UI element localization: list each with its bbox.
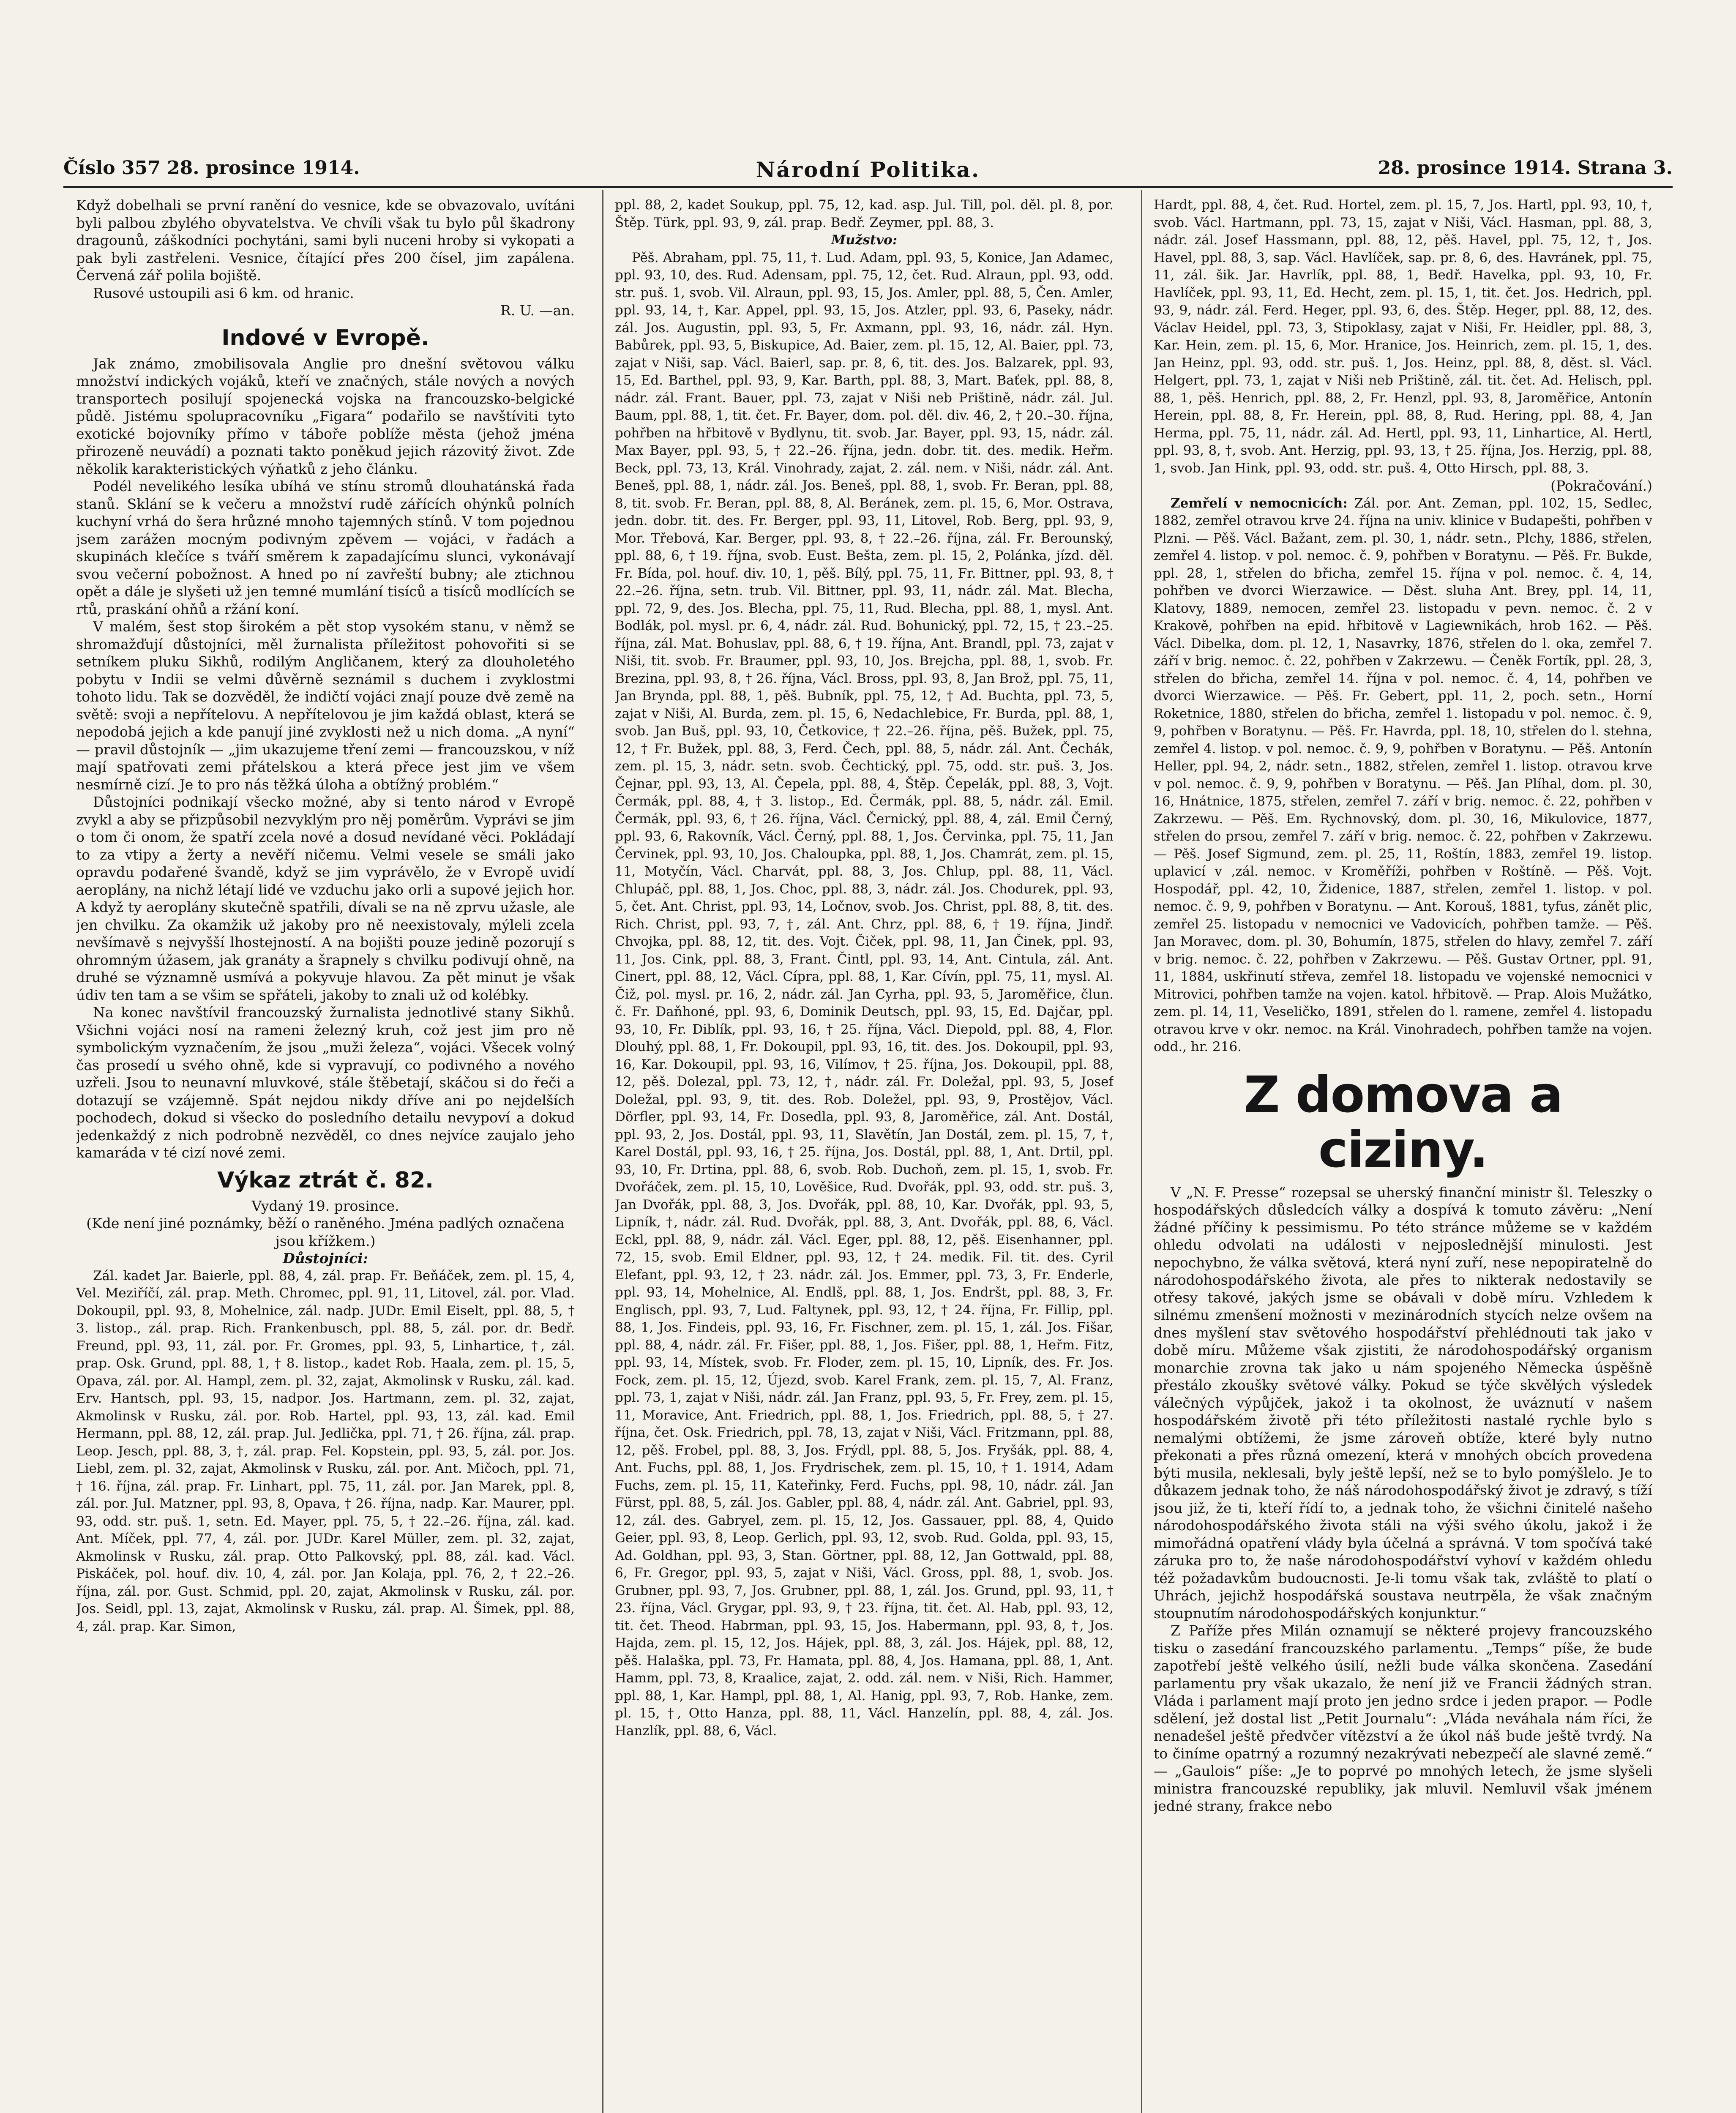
section-died-in-hospitals: Zemřelí v nemocnicích:	[1171, 495, 1348, 511]
article-signature: R. U. —an.	[500, 302, 575, 319]
paragraph: Podél nevelikého lesíka ubíhá ve stínu stromů dlouhatánská řada stanů. Sklání se k večeru a množství rudě zářících ohýnků polních kuchyní vrhá do šera hrůzné mnoho tajemných stínů. V tom pojednou jsem zarážen mocným podivným zpěvem — vojáci, v řadách a skupinách klečíce s tváří směrem k zapadajícímu slunci, vykonávají svou večerní pobožnost. A hned po ní zavřeští bubny; ale ztichnou opět a dále je slyšeti už jen temné mumlání tisíců a tisíců modlících se rtů, praskání ohňů a ržání koní.	[76, 478, 575, 617]
column-3	[1154, 197, 1652, 2113]
soldier-list: Pěš. Abraham, ppl. 75, 11, †. Lud. Adam, ppl. 93, 5, Konice, Jan Adamec, ppl. 93, 10, des. Rud. Adensam, ppl. 75, 12, čet. Rud. Alraun, ppl. 93, odd. str. puš. 1, svob. Vil. Alraun, ppl. 93, 15, Jos. Amler, ppl. 88, 5, Čen. Amler, ppl. 93, 14, †, Kar. Appel, ppl. 93, 15, Jos. Atzler, ppl. 93, 6, Paseky, nádr. zál. Jos. Augustin, ppl. 93, 5, Fr. Axmann, ppl. 93, 16, nádr. zál. Hyn. Babůrek, ppl. 93, 5, Biskupice, Ad. Baier, zem. pl. 15, 12, Al. Baier, ppl. 73, zajat v Niši, sap. Václ. Baierl, sap. pr. 8, 6, tit. des. Jos. Balzarek, ppl. 93, 15, Ed. Barthel, ppl. 93, 9, Kar. Barth, ppl. 88, 3, Mart. Baťek, ppl. 88, 8, nádr. zál. Frant. Bauer, ppl. 73, zajat v Niši neb Prištině, nádr. zál. Jul. Baum, ppl. 88, 1, tit. čet. Fr. Bayer, dom. pol. děl. div. 46, 2, † 20.–30. října, pohřben na hřbitově v Bydlynu, tit. svob. Jar. Bayer, ppl. 93, 15, nádr. zál. Max Bayer, ppl. 93, 5, † 22.–26. října, jedn. dobr. tit. des. medik. Heřm. Beck, ppl. 73, 13, Král. Vinohrady, zajat, 2. zál. nem. v Niši, nádr. zál. Ant. Beneš, ppl. 88, 1, nádr. zál. Jos. Beneš, ppl. 88, 1, svob. Fr. Beran, ppl. 88, 8, tit. svob. Fr. Beran, ppl. 88, 8, Al. Beránek, zem. pl. 15, 6, Mor. Ostrava, jedn. dobr. tit. des. Fr. Berger, ppl. 93, 11, Litovel, Rob. Berg, ppl. 93, 9, Mor. Třebová, Kar. Berger, ppl. 93, 8, † 22.–26. října, zál. Fr. Berounský, ppl. 88, 6, † 19. října, svob. Eust. Bešta, zem. pl. 15, 2, Polánka, jízd. děl. Fr. Bída, pol. houf. div. 10, 1, pěš. Bílý, ppl. 75, 11, Fr. Bittner, ppl. 93, 8, † 22.–26. října, setn. trub. Vil. Bittner, ppl. 93, 11, nádr. zál. Mat. Blecha, ppl. 72, 9, des. Jos. Blecha, ppl. 75, 11, Rud. Blecha, ppl. 88, 1, mysl. Ant. Bodlák, pol. mysl. pr. 6, 4, nádr. zál. Rud. Bohunický, ppl. 72, 15, † 23.–25. října, zál. Mat. Bohuslav, ppl. 88, 6, † 19. října, Ant. Brandl, ppl. 73, zajat v Niši, tit. svob. Fr. Braumer, ppl. 93, 10, Jos. Brejcha, ppl. 88, 1, svob. Fr. Brezina, ppl. 93, 8, † 26. října, Václ. Bross, ppl. 93, 8, Jan Brož, ppl. 75, 11, Jan Brynda, ppl. 88, 1, pěš. Bubník, ppl. 75, 12, † Ad. Buchta, ppl. 73, 5, zajat v Niši, Al. Burda, zem. pl. 15, 6, Nedachlebice, Fr. Burda, ppl. 88, 1, svob. Jan Buš, ppl. 93, 10, Četkovice, † 22.–26. října, pěš. Bužek, ppl. 75, 12, † Fr. Bužek, ppl. 88, 3, Ferd. Čech, ppl. 88, 5, nádr. zál. Ant. Čechák, zem. pl. 15, 3, nádr. setn. svob. Čechtický, ppl. 75, odd. str. puš. 3, Jos. Čejnar, ppl. 93, 13, Al. Čepela, ppl. 88, 4, Štěp. Čepelák, ppl. 88, 3, Vojt. Čermák, ppl. 88, 4, † 3. listop., Ed. Čermák, ppl. 88, 5, nádr. zál. Emil. Čermák, ppl. 93, 6, † 26. října, Václ. Černický, ppl. 88, 4, zál. Emil Černý, ppl. 93, 6, Rakovník, Václ. Černý, ppl. 88, 1, Jos. Červinka, ppl. 75, 11, Jan Červinek, ppl. 93, 10, Jos. Chaloupka, ppl. 88, 1, Jos. Chamrát, zem. pl. 15, 11, Motyčín, Václ. Charvát, ppl. 88, 3, Jos. Chlup, ppl. 88, 11, Václ. Chlupáč, ppl. 88, 1, Jos. Choc, ppl. 88, 3, nádr. zál. Jos. Chodurek, ppl. 93, 5, čet. Ant. Christ, ppl. 93, 14, Ločnov, svob. Jos. Christ, ppl. 88, 8, tit. des. Rich. Christ, ppl. 93, 7, †, zál. Ant. Chrz, ppl. 88, 6, † 19. října, Jindř. Chvojka, ppl. 88, 12, tit. des. Vojt. Čiček, ppl. 98, 11, Jan Činek, ppl. 93, 11, Jos. Cink, ppl. 88, 3, Frant. Čintl, ppl. 93, 14, Ant. Cintula, zál. Ant. Cinert, ppl. 88, 12, Václ. Cípra, ppl. 88, 1, Kar. Cívín, ppl. 75, 11, mysl. Al. Čiž, pol. mysl. pr. 16, 2, nádr. zál. Jan Cyrha, ppl. 93, 5, Jaroměřice, člun. č. Fr. Daňhoné, ppl. 93, 6, Dominik Deutsch, ppl. 93, 15, Ed. Dajčar, ppl. 93, 10, Fr. Diblík, ppl. 93, 16, † 25. října, Václ. Diepold, ppl. 88, 4, Flor. Dlouhý, ppl. 88, 1, Fr. Dokoupil, ppl. 93, 16, tit. des. Jos. Dokoupil, ppl. 93, 16, Kar. Dokoupil, ppl. 93, 16, Vilímov, † 25. října, Jos. Dokoupil, ppl. 88, 12, pěš. Dolezal, ppl. 73, 12, †, nádr. zál. Fr. Doležal, ppl. 93, 5, Josef Doležal, ppl. 93, 9, tit. des. Rob. Doležel, ppl. 93, 9, Prostějov, Václ. Dörfler, ppl. 93, 14, Fr. Dosedla, ppl. 93, 8, Jaroměřice, zál. Ant. Dostál, ppl. 93, 2, Jos. Dostál, ppl. 93, 11, Slavětín, Jan Dostál, zem. pl. 15, 7, †, Karel Dostál, ppl. 93, 16, † 25. října, Jos. Dostál, ppl. 88, 1, Ant. Drtil, ppl. 93, 10, Fr. Drtina, ppl. 88, 6, svob. Rob. Duchoň, zem. pl. 15, 1, svob. Fr. Dvořáček, zem. pl. 15, 10, Lověšice, Rud. Dvořák, ppl. 93, odd. str. puš. 3, Jan Dvořák, ppl. 88, 3, Jos. Dvořák, ppl. 88, 10, Kar. Dvořák, ppl. 93, 5, Lipník, †, nádr. zál. Rud. Dvořák, ppl. 88, 3, Ant. Dvořák, ppl. 88, 6, Václ. Eckl, ppl. 88, 9, nádr. zál. Václ. Eger, ppl. 88, 12, pěš. Eisenhanner, ppl. 72, 15, svob. Emil Eldner, ppl. 93, 12, † 24. medik. Fil. tit. des. Cyril Elefant, ppl. 93, 12, † 23. nádr. zál. Jos. Emmer, ppl. 73, 3, Fr. Enderle, ppl. 93, 14, Mohelnice, Al. Endlš, ppl. 88, 1, Jos. Endršt, ppl. 88, 3, Fr. Englisch, ppl. 93, 7, Lud. Faltynek, ppl. 93, 12, † 24. října, Fr. Fillip, ppl. 88, 1, Jos. Findeis, ppl. 93, 16, Fr. Fischner, zem. pl. 15, 1, zál. Jos. Fišar, ppl. 88, 4, nádr. zál. Fr. Fišer, ppl. 88, 1, Jos. Fišer, ppl. 88, 1, Heřm. Fitz, ppl. 93, 14, Místek, svob. Fr. Floder, zem. pl. 15, 10, Lipník, des. Fr. Jos. Fock, zem. pl. 15, 12, Újezd, svob. Karel Frank, zem. pl. 15, 7, Al. Franz, ppl. 73, 1, zajat v Niši, nádr. zál. Jan Franz, ppl. 93, 5, Fr. Frey, zem. pl. 15, 11, Moravice, Ant. Friedrich, ppl. 88, 1, Jos. Friedrich, ppl. 88, 5, † 27. října, čet. Osk. Friedrich, ppl. 78, 13, zajat v Niši, Václ. Fritzmann, ppl. 88, 12, pěš. Frobel, ppl. 88, 3, Jos. Frýdl, ppl. 88, 5, Jos. Fryšák, ppl. 88, 4, Ant. Fuchs, ppl. 88, 1, Jos. Frydrischek, zem. pl. 15, 10, † 1. 1914, Adam Fuchs, zem. pl. 15, 11, Kateřinky, Ferd. Fuchs, ppl. 98, 10, nádr. zál. Jan Fürst, ppl. 88, 5, zál. Jos. Gabler, ppl. 88, 4, nádr. zál. Ant. Gabriel, ppl. 93, 12, zál. des. Gabryel, zem. pl. 15, 12, Jos. Gassauer, ppl. 88, 4, Quido Geier, ppl. 93, 8, Leop. Gerlich, ppl. 93, 12, svob. Rud. Golda, ppl. 93, 15, Ad. Goldhan, ppl. 93, 3, Stan. Görtner, ppl. 88, 12, Jan Gottwald, ppl. 88, 6, Fr. Gregor, ppl. 93, 5, zajat v Niši, Václ. Gross, ppl. 88, 1, svob. Jos. Grubner, ppl. 93, 7, Jos. Grubner, ppl. 88, 1, zál. Jos. Grund, ppl. 93, 11, † 23. října, Václ. Grygar, ppl. 93, 9, † 23. října, tit. čet. Al. Hab, ppl. 93, 12, tit. čet. Theod. Habrman, ppl. 93, 15, Jos. Habermann, ppl. 93, 8, †, Jos. Hajda, zem. pl. 15, 12, Jos. Hájek, ppl. 88, 3, zál. Jos. Hájek, ppl. 88, 12, pěš. Halaška, ppl. 73, Fr. Hamata, ppl. 88, 4, Jos. Hamana, ppl. 88, 1, Ant. Hamm, ppl. 73, 8, Kraalice, zajat, 2. odd. zál. nem. v Niši, Rich. Hammer, ppl. 88, 1, Kar. Hampl, ppl. 88, 1, Al. Hanig, ppl. 93, 7, Rob. Hanke, zem. pl. 15, †, Otto Hanza, ppl. 88, 11, Václ. Hanzelín, ppl. 88, 4, zál. Jos. Hanzlík, ppl. 88, 6, Václ.	[615, 250, 1114, 1739]
paragraph: Na konec navštívil francouzský žurnalista jednotlivé stany Sikhů. Všichni vojáci nosí na rameni železný kruh, což jest jim pro ně symbolickým vyznačením, že jsou „muži železa“, vojáci. Všecek volný čas prosedí u svého ohně, kde si vypravují, co podivného a nového uzřeli. Jsou to neunavní mluvkové, stále štěbetají, skáčou si do řeči a dotazují se vzájemně. Spát nejdou nikdy dříve ani po nejdelších pochodech, dokud si všecko do posledního detailu nevypoví a dokud jedenkaždý z nich podrobně nezvěděl, co dnes nejvíce zaujalo jeho kamaráda v té cizí nové zemi.	[76, 1004, 575, 1161]
issue-date: Číslo 357 28. prosince 1914.	[63, 157, 360, 179]
paragraph: Jak známo, zmobilisovala Anglie pro dnešní světovou válku množství indických vojáků, kteří ve značných, stále nových a nových transportech posilují spojenecká vojska na francouzsko-belgické půdě. Jistému spolupracovníku „Figara“ podařilo se navštíviti tyto exotické bojovníky přímo v táboře poblíže města (jehož jména přirozeně neuvádí) a poznati takto poněkud jejich rázovitý život. Zde několik karakteristických výňatků z jeho článku.	[76, 355, 575, 477]
column-divider-1	[602, 190, 603, 2113]
page-number: 28. prosince 1914. Strana 3.	[1378, 157, 1673, 179]
article-title-casualties: Výkaz ztrát č. 82.	[217, 1167, 434, 1193]
article-title-indians: Indové v Evropě.	[221, 325, 429, 351]
article-title-home-abroad: Z domova a ciziny.	[1244, 1065, 1562, 1179]
paragraph: V „N. F. Presse“ rozepsal se uherský finanční ministr šl. Teleszky o hospodářských důsledcích války a dospívá k tomuto závěru: „Není žádné příčiny k pessimismu. Po této stránce můžeme se v každém ohledu odvolati na události v nejposlednější minulosti. Jest nepochybno, že válka světová, která nyní zuří, nese nepopiratelně do národohospodářského života, ale přes to nikterak nedostavily se otřesy takové, jakých jsme se obávali v době míru. Vzhledem k silnému zmenšení možnosti v mezinárodních stycích nelze ovšem na dnes myšlení stav světového hospodářství přehlédnouti tak jako v době míru. Můžeme však zjistiti, že národohospodářský organism monarchie zrovna tak jako u nám spojeného Německa úspěšně přestálo zkoušky světové války. Pokud se týče skvělých výsledek válečných výpůjček, jakož i ta okolnost, že uváznutí v našem hospodářském životě při této příležitosti nastalé rychle bylo s nemalými obtížemi, že jsme zároveň obtíže, které byly nutno překonati a přes různá omezení, která v mnohých obcích provedena býti musila, neklesali, byly ještě lepší, než se to bylo pomýšlelo. Je to důkazem jednak toho, že náš národohospodářský život je zdravý, s tíží jsou již, že ti, kteří řídí to, a jednak toho, že všichni činitelé našeho národohospodářského života stáli na výši svého úkolu, jakož i že mimořádná opatření vlády byla účelná a správná. V tom spočívá také záruka pro to, že naše národohospodářství vyhoví v každém ohledu též požadavkům budoucnosti. Je-li tomu však tak, zvláště to platí o Uhrách, jejichž hospodářská soustava neutrpěla, že však značným stoupnutím národohospodářských konjunktur.“	[1154, 1184, 1652, 1622]
newspaper-title: Národní Politika.	[756, 157, 980, 182]
issued-date: Vydaný 19. prosince.	[251, 1197, 399, 1214]
header-rule	[63, 186, 1673, 188]
continuation-note: (Pokračování.)	[1550, 478, 1652, 494]
paragraph: Když dobelhali se první ranění do vesnice, kde se obvazovalo, uvítáni byli palbou zbylého obyvatelstva. Ve chvíli však tu bylo půl škadrony dragounů, záškodníci pochytáni, sami byli nuceni hroby si vykopati a pak byli zastřeleni. Vesnice, čítající přes 200 čísel, jim zapálena. Červená zář polila bojiště.	[76, 197, 575, 284]
column-1	[76, 197, 575, 2113]
paragraph: Důstojníci podnikají všecko možné, aby si tento národ v Evropě zvykl a aby se přizpůsobil nezvyklým pro něj poměrům. Vyprávi se jim o tom či onom, že spatří zcela nové a dosud nevídané věci. Pokládají to za vtipy a žerty a nevěří ničemu. Velmi vesele se smáli jako opravdu podařené švandě, když se jim vyprávělo, že v Evropě uvidí aeroplány, na nichž létají lidé ve vzduchu jako orli a supové jejich hor. A když ty aeroplány skutečně spatřili, dívali se na ně zprvu užasle, ale jen chvilku. Za okamžik už jakoby pro ně neexistovaly, mýleli zcela nevšímavě s nejvyšší lhostejností. A na bojišti pouze jedině pozorují s ohromným úžasem, jak granáty a šrapnely s chvilku podivují ohně, na druhé se významně usmívá a pokyvuje hlavou. Za pět minut je však údiv ten tam a se všim se spřáteli, jakoby to znali už od kolébky.	[76, 794, 575, 1003]
officer-list: Zál. kadet Jar. Baierle, ppl. 88, 4, zál. prap. Fr. Beňáček, zem. pl. 15, 4, Vel. Meziříčí, zál. prap. Meth. Chromec, ppl. 91, 11, Litovel, zál. por. Vlad. Dokoupil, ppl. 93, 8, Mohelnice, zál. nadp. JUDr. Emil Eiselt, ppl. 88, 5, † 3. listop., zál. prap. Rich. Frankenbusch, ppl. 88, 5, zál. por. dr. Bedř. Freund, ppl. 93, 11, zál. por. Fr. Gromes, ppl. 93, 5, Linhartice, †, zál. prap. Osk. Grund, ppl. 88, 1, † 8. listop., kadet Rob. Haala, zem. pl. 15, 5, Opava, zál. por. Al. Hampl, zem. pl. 32, zajat, Akmolinsk v Rusku, zál. kad. Erv. Hantsch, ppl. 93, 15, nadpor. Jos. Hartmann, zem. pl. 32, zajat, Akmolinsk v Rusku, zál. por. Rob. Hartel, ppl. 93, 13, zál. kad. Emil Hermann, ppl. 88, 12, zál. prap. Jul. Jedlička, ppl. 71, † 26. října, zál. prap. Leop. Jesch, ppl. 88, 3, †, zál. prap. Fel. Kopstein, ppl. 93, 5, zál. por. Jos. Liebl, zem. pl. 32, zajat, Akmolinsk v Rusku, zál. por. Ant. Mičoch, ppl. 71, † 16. října, zál. prap. Fr. Linhart, ppl. 75, 11, zál. por. Jan Marek, ppl. 8, zál. por. Jul. Matzner, ppl. 93, 8, Opava, † 26. října, nadp. Kar. Maurer, ppl. 93, odd. str. puš. 1, setn. Ed. Mayer, ppl. 75, 5, † 22.–26. října, zál. kad. Ant. Míček, ppl. 77, 4, zál. por. JUDr. Karel Müller, zem. pl. 32, zajat, Akmolinsk v Rusku, zál. prap. Otto Palkovský, ppl. 88, zál. kad. Václ. Piskáček, pol. houf. div. 10, 4, zál. por. Jan Kolaja, ppl. 76, 2, † 22.–26. října, zál. por. Gust. Schmid, ppl. 20, zajat, Akmolinsk v Rusku, zál. por. Jos. Seidl, ppl. 13, zajat, Akmolinsk v Rusku, zál. prap. Al. Šimek, ppl. 88, 4, zál. prap. Kar. Simon,	[76, 1268, 575, 1634]
column-2	[615, 197, 1114, 2113]
paragraph: Rusové ustoupili asi 6 km. od hranic.	[93, 284, 354, 301]
section-officers: Důstojníci:	[283, 1250, 368, 1267]
paragraph: Z Paříže přes Milán oznamují se některé projevy francouzského tisku o zasedání francouzského parlamentu. „Temps“ píše, že bude zapotřebí ještě velkého úsilí, nežli bude válka skončena. Zasedání parlamentu pry však ukazalo, že není již ve Francii žádných stran. Vláda i parlament mají proto jen jedno srdce i jeden prapor. — Podle sdělení, jež dostal list „Petit Journalu“: „Vláda neváhala nám říci, že nenadešel ještě předvčer vítězství a že úkol náš bude ještě tvrdý. Na to činíme opatrný a rozumný nezakrývati nebezpečí ale slavné země.“ — „Gaulois“ píše: „Je to poprvé po mnohých letech, že jsme slyšeli ministra francouzské republiky, jak mluvil. Nemluvil však jménem jedné strany, frakce nebo	[1154, 1622, 1652, 1814]
died-list: Zál. por. Ant. Zeman, ppl. 102, 15, Sedlec, 1882, zemřel otravou krve 24. října na univ. klinice v Budapešti, pohřben v Plzni. — Pěš. Václ. Bažant, zem. pl. 30, 1, nádr. setn., Plchy, 1886, střelen, zemřel 4. listop. v pol. nemoc. č. 9, pohřben v Boratynu. — Pěš. Fr. Bukde, ppl. 28, 1, střelen do břicha, zemřel 15. října v pol. nemoc. č. 4, 14, pohřben ve dvorci Wierzawice. — Děst. sluha Ant. Brey, ppl. 14, 11, Klatovy, 1889, nemocen, zemřel 23. listopadu v pevn. nemoc. č. 2 v Krakově, pohřben na epid. hřbitově v Lagiewnikách, hrob 162. — Pěš. Václ. Dibelka, dom. pl. 12, 1, Nasavrky, 1876, střelen do l. oka, zemřel 7. září v brig. nemoc. č. 22, pohřben v Zakrzewu. — Čeněk Fortík, ppl. 28, 3, střelen do břicha, zemřel 14. října v pol. nemoc. č. 4, 14, pohřben ve dvorci Wierzawice. — Pěš. Fr. Gebert, ppl. 11, 2, poch. setn., Horní Roketnice, 1880, střelen do břicha, zemřel 1. listopadu v pol. nemoc. č. 9, 9, pohřben v Boratynu. — Pěš. Fr. Havrda, ppl. 18, 10, střelen do l. stehna, zemřel 4. listop. v pol. nemoc. č. 9, 9, pohřben v Boratynu. — Pěš. Antonín Heller, ppl. 94, 2, nádr. setn., 1882, střelen, zemřel 1. listop. otravou krve v pol. nemoc. č. 9, 9, pohřben v Boratynu. — Pěš. Jan Plíhal, dom. pl. 30, 16, Hnátnice, 1875, střelen, zemřel 7. září v brig. nemoc. č. 22, pohřben v Zakrzewu. — Pěš. Em. Rychnovský, dom. pl. 30, 16, Mikulovice, 1877, střelen do prsou, zemřel 7. září v brig. nemoc. č. 22, pohřben v Zakrzewu. — Pěš. Josef Sigmund, zem. pl. 25, 11, Roštín, 1883, zemřel 19. listop. uplavicí v ,zál. nemoc. v Kroměříži, pohřben v Roštíně. — Pěš. Vojt. Hospodář, ppl. 42, 10, Židenice, 1887, střelen, zemřel 1. listop. v pol. nemoc. č. 9, 9, pohřben v Boratynu. — Ant. Korouš, 1881, tyfus, zánět plic, zemřel 25. listopadu v nemocnici ve Vadovicích, pohřben tamže. — Pěš. Jan Moravec, dom. pl. 30, Bohumín, 1875, střelen do hlavy, zemřel 7. září v brig. nemoc. č. 22, pohřben v Zakrzewu. — Pěš. Gustav Ortner, ppl. 91, 11, 1884, uskřinutí střeva, zemřel 18. listopadu ve vojenské nemocnici v Mitrovici, pohřben tamže na vojen. katol. hřbitově. — Prap. Alois Mužátko, zem. pl. 14, 11, Veseličko, 1891, střelen do l. ramene, zemřel 4. listopadu otravou krve v okr. nemoc. na Král. Vinohradech, pohřben tamže na vojen. odd., hr. 216.	[1154, 495, 1652, 1054]
soldier-list-cont: Hardt, ppl. 88, 4, čet. Rud. Hortel, zem. pl. 15, 7, Jos. Hartl, ppl. 93, 10, †, svob. Václ. Hartmann, ppl. 73, 15, zajat v Niši, Václ. Hasman, ppl. 88, 3, nádr. zál. Josef Hassmann, ppl. 88, 12, pěš. Havel, ppl. 75, 12, †, Jos. Havel, ppl. 88, 3, sap. Václ. Havlíček, sap. pr. 8, 6, des. Havránek, ppl. 75, 11, zál. šik. Jar. Havrlík, ppl. 88, 1, Bedř. Havelka, ppl. 93, 10, Fr. Havlíček, ppl. 93, 11, Ed. Hecht, zem. pl. 15, 1, tit. čet. Jos. Hedrich, ppl. 93, 9, nádr. zál. Ferd. Heger, ppl. 93, 6, des. Štěp. Heger, ppl. 88, 12, des. Václav Heidel, ppl. 73, 3, Stipoklasy, zajat v Niši, Fr. Heidler, ppl. 88, 3, Kar. Hein, zem. pl. 15, 6, Mor. Hranice, Jos. Heinrich, zem. pl. 15, 1, des. Jan Heinz, ppl. 93, odd. str. puš. 1, Jos. Heinz, ppl. 88, 8, děst. sl. Václ. Helgert, ppl. 73, 1, zajat v Niši neb Prištině, zál. tit. čet. Ad. Helisch, ppl. 88, 1, pěš. Henrich, ppl. 88, 2, Fr. Henzl, ppl. 93, 8, Jaroměřice, Antonín Herein, ppl. 88, 8, Fr. Herein, ppl. 88, 8, Rud. Hering, ppl. 88, 4, Jan Herma, ppl. 75, 11, nádr. zál. Ad. Hertl, ppl. 93, 11, Linhartice, Al. Hertl, ppl. 93, 8, †, svob. Ant. Herzig, ppl. 93, 13, † 25. října, Jos. Herzig, ppl. 88, 1, svob. Jan Hink, ppl. 93, odd. str. puš. 4, Otto Hirsch, ppl. 88, 3.	[1154, 197, 1652, 476]
section-soldiers: Mužstvo:	[831, 232, 898, 248]
paragraph: V malém, šest stop širokém a pět stop vysokém stanu, v němž se shromažďují důstojníci, měl žurnalista příležitost pohovořiti si se setníkem pluku Sikhů, rodilým Angličanem, který za dlouholetého pobytu v Indii se velmi důvěrně seznámil s duchem i zvyklostmi tohoto lidu. Tak se dozvěděl, že indičtí vojáci znají pouze dvě země na světě: svoji a nepřítelovu. A nepřítelovou je jim každá oblast, která se nepodobá jejich a kde panují jiné zvyklosti než u nich doma. „A nyní“ — pravil důstojník — „jim ukazujeme tření zemi — francouzskou, v níž mají spatřovati zemi přátelskou a která přece jest jim ve všem nesmírně cizí. Je to pro nás těžká úloha a obtížný problém.“	[76, 618, 575, 793]
casualty-note: (Kde není jiné poznámky, běží o raněného. Jména padlých označena jsou křížkem.)	[86, 1215, 565, 1249]
officer-list-cont: ppl. 88, 2, kadet Soukup, ppl. 75, 12, kad. asp. Jul. Till, pol. děl. pl. 8, por. Štěp. Türk, ppl. 93, 9, zál. prap. Bedř. Zeymer, ppl. 88, 3.	[615, 197, 1114, 230]
column-divider-2	[1141, 190, 1142, 2113]
page-header	[63, 157, 1673, 187]
